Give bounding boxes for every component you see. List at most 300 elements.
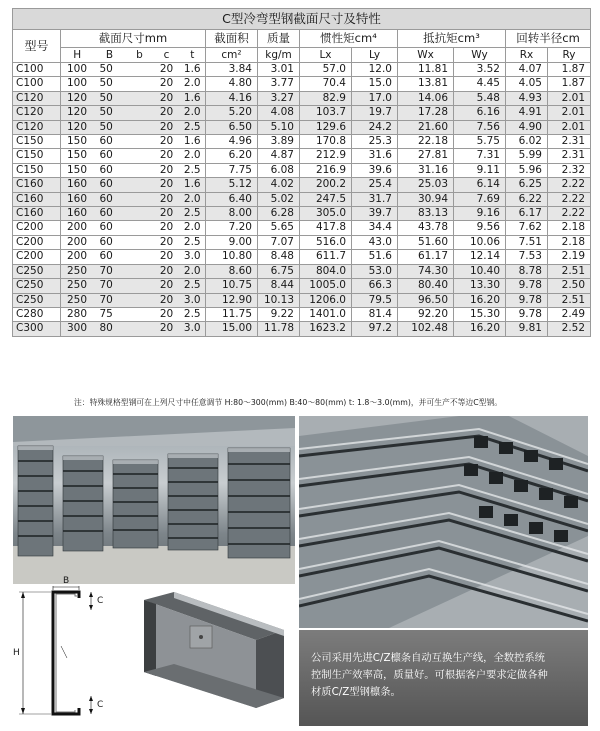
- header-area: 截面积: [206, 30, 258, 48]
- cell-model: C160: [13, 178, 61, 192]
- cell-c: 20: [154, 307, 180, 321]
- cell-rx: 4.05: [506, 77, 548, 91]
- cell-area: 11.75: [206, 307, 258, 321]
- table-row: [13, 307, 591, 321]
- cell-area: 7.20: [206, 221, 258, 235]
- cell-wy: 7.69: [454, 192, 506, 206]
- cell-model: C150: [13, 149, 61, 163]
- cell-lx: 516.0: [300, 235, 352, 249]
- cell-lx: 305.0: [300, 207, 352, 221]
- cell-area: 12.90: [206, 293, 258, 307]
- table-note: 注：特殊规格型钢可在上列尺寸中任意调节 H:80～300(mm) B:40～80(mm) t: 1.8～3.0(mm)，并可生产不等边C型钢。: [74, 398, 503, 407]
- cell-area: 4.16: [206, 91, 258, 105]
- table-row: [13, 279, 591, 293]
- cell-wx: 102.48: [398, 322, 454, 336]
- cell-wy: 4.45: [454, 77, 506, 91]
- cell-c: 20: [154, 235, 180, 249]
- cell-wx: 30.94: [398, 192, 454, 206]
- cell-b: 70: [94, 264, 126, 278]
- cell-b: 60: [94, 192, 126, 206]
- cell-ry: 2.32: [548, 163, 591, 177]
- cell-ry: 2.31: [548, 149, 591, 163]
- cell-rx: 7.62: [506, 221, 548, 235]
- cell-model: C300: [13, 322, 61, 336]
- cell-mass: 6.08: [258, 163, 300, 177]
- cell-h: 100: [61, 77, 94, 91]
- cell-model: C150: [13, 135, 61, 149]
- cell-model: C250: [13, 279, 61, 293]
- cell-bb: [126, 135, 154, 149]
- header-resist: 抵抗矩cm³: [398, 30, 506, 48]
- cell-ly: 97.2: [352, 322, 398, 336]
- cell-area: 8.00: [206, 207, 258, 221]
- cell-lx: 611.7: [300, 250, 352, 264]
- cell-lx: 82.9: [300, 91, 352, 105]
- cell-mass: 8.44: [258, 279, 300, 293]
- cell-lx: 129.6: [300, 120, 352, 134]
- cell-bb: [126, 77, 154, 91]
- cell-model: C200: [13, 221, 61, 235]
- info-line-2: 控制生产效率高，质量好。可根据客户要求定做各种: [311, 669, 548, 681]
- cell-ry: 2.01: [548, 91, 591, 105]
- cell-t: 1.6: [180, 135, 206, 149]
- cell-b: 50: [94, 77, 126, 91]
- cell-wx: 43.78: [398, 221, 454, 235]
- cell-mass: 8.48: [258, 250, 300, 264]
- cell-area: 15.00: [206, 322, 258, 336]
- cell-ly: 31.7: [352, 192, 398, 206]
- cell-b: 50: [94, 120, 126, 134]
- cell-ly: 43.0: [352, 235, 398, 249]
- cell-rx: 9.78: [506, 293, 548, 307]
- table-row: [13, 264, 591, 278]
- cell-wy: 6.14: [454, 178, 506, 192]
- cell-h: 150: [61, 163, 94, 177]
- cell-area: 10.75: [206, 279, 258, 293]
- cell-ly: 39.7: [352, 207, 398, 221]
- cell-b: 60: [94, 207, 126, 221]
- cell-c: 20: [154, 250, 180, 264]
- table-row: [13, 221, 591, 235]
- table-row: [13, 178, 591, 192]
- cell-wx: 31.16: [398, 163, 454, 177]
- cell-area: 5.12: [206, 178, 258, 192]
- cell-ly: 79.5: [352, 293, 398, 307]
- cell-wy: 16.20: [454, 293, 506, 307]
- cell-b: 60: [94, 163, 126, 177]
- cell-area: 4.80: [206, 77, 258, 91]
- spec-table-body: [13, 63, 591, 337]
- info-line-1: 公司采用先进C/Z檩条自动互换生产线，全数控系统: [311, 652, 545, 664]
- cell-h: 200: [61, 235, 94, 249]
- cell-wy: 9.11: [454, 163, 506, 177]
- cell-c: 20: [154, 77, 180, 91]
- cell-lx: 103.7: [300, 106, 352, 120]
- cell-mass: 3.27: [258, 91, 300, 105]
- cell-b: 70: [94, 279, 126, 293]
- cell-lx: 1206.0: [300, 293, 352, 307]
- cell-c: 20: [154, 293, 180, 307]
- cell-area: 6.20: [206, 149, 258, 163]
- cell-lx: 57.0: [300, 63, 352, 77]
- cell-wx: 22.18: [398, 135, 454, 149]
- subheader-wx: Wx: [398, 48, 454, 63]
- cell-area: 7.75: [206, 163, 258, 177]
- cell-c: 20: [154, 322, 180, 336]
- cell-ly: 53.0: [352, 264, 398, 278]
- cell-c: 20: [154, 135, 180, 149]
- cell-ly: 66.3: [352, 279, 398, 293]
- cell-area: 9.00: [206, 235, 258, 249]
- cell-area: 6.50: [206, 120, 258, 134]
- cell-wy: 5.75: [454, 135, 506, 149]
- subheader-b: B: [94, 48, 126, 63]
- cell-ry: 2.18: [548, 221, 591, 235]
- cell-bb: [126, 264, 154, 278]
- cell-model: C100: [13, 77, 61, 91]
- cell-rx: 4.90: [506, 120, 548, 134]
- cell-lx: 170.8: [300, 135, 352, 149]
- cell-model: C250: [13, 264, 61, 278]
- cell-wy: 9.16: [454, 207, 506, 221]
- cell-bb: [126, 307, 154, 321]
- cell-c: 20: [154, 178, 180, 192]
- cell-t: 3.0: [180, 293, 206, 307]
- table-row: [13, 77, 591, 91]
- cell-ly: 31.6: [352, 149, 398, 163]
- cell-b: 60: [94, 250, 126, 264]
- purlin-stack-photo: [299, 416, 588, 628]
- cell-ry: 1.87: [548, 77, 591, 91]
- cell-h: 120: [61, 91, 94, 105]
- cell-mass: 6.75: [258, 264, 300, 278]
- cell-bb: [126, 120, 154, 134]
- cell-ry: 2.51: [548, 264, 591, 278]
- cell-rx: 6.17: [506, 207, 548, 221]
- cell-rx: 7.51: [506, 235, 548, 249]
- cell-t: 3.0: [180, 250, 206, 264]
- subheader-t: t: [180, 48, 206, 63]
- cell-wx: 25.03: [398, 178, 454, 192]
- cell-h: 120: [61, 120, 94, 134]
- cell-model: C250: [13, 293, 61, 307]
- cell-ry: 2.01: [548, 120, 591, 134]
- cell-model: C150: [13, 163, 61, 177]
- cell-t: 1.6: [180, 178, 206, 192]
- table-row: [13, 207, 591, 221]
- cell-mass: 10.13: [258, 293, 300, 307]
- table-row: [13, 91, 591, 105]
- cell-h: 280: [61, 307, 94, 321]
- diagram-label-c-bottom: C: [97, 700, 104, 710]
- cell-rx: 7.53: [506, 250, 548, 264]
- cell-rx: 6.25: [506, 178, 548, 192]
- cell-t: 2.0: [180, 106, 206, 120]
- cell-bb: [126, 221, 154, 235]
- cell-ly: 25.3: [352, 135, 398, 149]
- cell-b: 60: [94, 221, 126, 235]
- cell-h: 250: [61, 264, 94, 278]
- cell-t: 2.0: [180, 149, 206, 163]
- cell-t: 2.0: [180, 192, 206, 206]
- cell-area: 3.84: [206, 63, 258, 77]
- cell-ly: 17.0: [352, 91, 398, 105]
- cell-lx: 216.9: [300, 163, 352, 177]
- table-row: [13, 235, 591, 249]
- cell-wy: 6.16: [454, 106, 506, 120]
- cell-bb: [126, 207, 154, 221]
- cell-h: 120: [61, 106, 94, 120]
- cell-rx: 6.02: [506, 135, 548, 149]
- cell-t: 1.6: [180, 63, 206, 77]
- cell-rx: 6.22: [506, 192, 548, 206]
- table-row: [13, 163, 591, 177]
- cell-lx: 70.4: [300, 77, 352, 91]
- cell-b: 75: [94, 307, 126, 321]
- cell-wy: 10.06: [454, 235, 506, 249]
- cell-bb: [126, 322, 154, 336]
- cell-ly: 25.4: [352, 178, 398, 192]
- cell-ry: 2.49: [548, 307, 591, 321]
- cell-t: 1.6: [180, 91, 206, 105]
- cell-area: 8.60: [206, 264, 258, 278]
- cell-wx: 92.20: [398, 307, 454, 321]
- cell-mass: 7.07: [258, 235, 300, 249]
- cell-h: 250: [61, 279, 94, 293]
- cell-c: 20: [154, 221, 180, 235]
- cell-t: 2.0: [180, 77, 206, 91]
- cell-rx: 9.78: [506, 307, 548, 321]
- cell-model: C160: [13, 207, 61, 221]
- subheader-area-unit: cm²: [206, 48, 258, 63]
- cell-mass: 4.08: [258, 106, 300, 120]
- cell-model: C100: [13, 63, 61, 77]
- cell-model: C120: [13, 120, 61, 134]
- cell-wy: 7.56: [454, 120, 506, 134]
- cell-ly: 34.4: [352, 221, 398, 235]
- cell-t: 2.5: [180, 207, 206, 221]
- cell-mass: 9.22: [258, 307, 300, 321]
- cell-t: 2.5: [180, 120, 206, 134]
- c-purlin-render: [134, 590, 298, 724]
- subheader-mass-unit: kg/m: [258, 48, 300, 63]
- cell-bb: [126, 279, 154, 293]
- cell-wy: 7.31: [454, 149, 506, 163]
- cell-wy: 3.52: [454, 63, 506, 77]
- header-model: 型号: [13, 30, 61, 63]
- cell-lx: 212.9: [300, 149, 352, 163]
- table-row: [13, 106, 591, 120]
- cell-bb: [126, 63, 154, 77]
- table-row: [13, 293, 591, 307]
- cell-h: 150: [61, 135, 94, 149]
- cell-c: 20: [154, 63, 180, 77]
- table-row: [13, 322, 591, 336]
- cell-lx: 1005.0: [300, 279, 352, 293]
- cell-b: 50: [94, 63, 126, 77]
- cell-wx: 17.28: [398, 106, 454, 120]
- cell-ry: 2.52: [548, 322, 591, 336]
- cell-ly: 19.7: [352, 106, 398, 120]
- cell-ry: 2.22: [548, 207, 591, 221]
- header-radius: 回转半径cm: [506, 30, 591, 48]
- table-row: [13, 149, 591, 163]
- cell-area: 4.96: [206, 135, 258, 149]
- cell-h: 160: [61, 178, 94, 192]
- cell-mass: 4.02: [258, 178, 300, 192]
- cell-b: 50: [94, 91, 126, 105]
- cell-wy: 10.40: [454, 264, 506, 278]
- table-title: C型冷弯型钢截面尺寸及特性: [13, 9, 591, 30]
- cell-h: 200: [61, 221, 94, 235]
- cell-c: 20: [154, 120, 180, 134]
- cell-h: 200: [61, 250, 94, 264]
- cell-bb: [126, 178, 154, 192]
- cell-ly: 24.2: [352, 120, 398, 134]
- cell-t: 2.5: [180, 279, 206, 293]
- table-row: [13, 135, 591, 149]
- cell-h: 250: [61, 293, 94, 307]
- warehouse-photo-left: [13, 416, 295, 584]
- cell-rx: 9.78: [506, 279, 548, 293]
- subheader-bb: b: [126, 48, 154, 63]
- cell-rx: 5.99: [506, 149, 548, 163]
- cell-bb: [126, 106, 154, 120]
- subheader-c: c: [154, 48, 180, 63]
- cell-ry: 2.18: [548, 235, 591, 249]
- cell-t: 2.0: [180, 264, 206, 278]
- cell-wx: 51.60: [398, 235, 454, 249]
- cell-mass: 5.02: [258, 192, 300, 206]
- cell-t: 2.5: [180, 307, 206, 321]
- cell-c: 20: [154, 192, 180, 206]
- cell-bb: [126, 149, 154, 163]
- cell-wx: 21.60: [398, 120, 454, 134]
- cell-c: 20: [154, 149, 180, 163]
- cell-wy: 9.56: [454, 221, 506, 235]
- cell-ry: 2.01: [548, 106, 591, 120]
- diagram-label-b: B: [63, 576, 70, 586]
- cell-b: 60: [94, 178, 126, 192]
- company-info-box: [299, 630, 588, 726]
- cell-mass: 3.77: [258, 77, 300, 91]
- cell-mass: 3.89: [258, 135, 300, 149]
- cell-h: 160: [61, 207, 94, 221]
- cell-c: 20: [154, 163, 180, 177]
- cell-mass: 5.65: [258, 221, 300, 235]
- cell-bb: [126, 293, 154, 307]
- cell-c: 20: [154, 106, 180, 120]
- cell-area: 6.40: [206, 192, 258, 206]
- cell-ly: 81.4: [352, 307, 398, 321]
- cell-ry: 2.22: [548, 192, 591, 206]
- subheader-wy: Wy: [454, 48, 506, 63]
- info-line-3: 材质C/Z型钢檩条。: [311, 686, 401, 698]
- cell-mass: 6.28: [258, 207, 300, 221]
- cell-t: 2.5: [180, 235, 206, 249]
- diagram-label-c-top: C: [97, 596, 104, 606]
- cell-model: C200: [13, 250, 61, 264]
- cell-ry: 2.19: [548, 250, 591, 264]
- cell-wx: 83.13: [398, 207, 454, 221]
- cell-rx: 4.07: [506, 63, 548, 77]
- table-row: [13, 192, 591, 206]
- cell-ry: 2.31: [548, 135, 591, 149]
- cell-mass: 5.10: [258, 120, 300, 134]
- cell-h: 100: [61, 63, 94, 77]
- cell-b: 60: [94, 235, 126, 249]
- cell-wx: 11.81: [398, 63, 454, 77]
- cell-bb: [126, 250, 154, 264]
- cell-mass: 3.01: [258, 63, 300, 77]
- cell-bb: [126, 91, 154, 105]
- header-mass: 质量: [258, 30, 300, 48]
- cell-c: 20: [154, 279, 180, 293]
- cell-rx: 4.93: [506, 91, 548, 105]
- cell-b: 80: [94, 322, 126, 336]
- cell-model: C120: [13, 91, 61, 105]
- cell-c: 20: [154, 207, 180, 221]
- cell-ry: 2.22: [548, 178, 591, 192]
- cell-mass: 11.78: [258, 322, 300, 336]
- cell-model: C280: [13, 307, 61, 321]
- cell-ly: 15.0: [352, 77, 398, 91]
- cell-ly: 51.6: [352, 250, 398, 264]
- cell-h: 150: [61, 149, 94, 163]
- cell-wx: 80.40: [398, 279, 454, 293]
- cell-model: C200: [13, 235, 61, 249]
- cell-wy: 5.48: [454, 91, 506, 105]
- cell-b: 50: [94, 106, 126, 120]
- cell-b: 60: [94, 135, 126, 149]
- diagram-label-h: H: [13, 648, 20, 658]
- cell-c: 20: [154, 264, 180, 278]
- cell-rx: 9.81: [506, 322, 548, 336]
- cell-lx: 1623.2: [300, 322, 352, 336]
- cell-wy: 16.20: [454, 322, 506, 336]
- cell-rx: 4.91: [506, 106, 548, 120]
- cell-h: 300: [61, 322, 94, 336]
- cell-c: 20: [154, 91, 180, 105]
- subheader-h: H: [61, 48, 94, 63]
- cell-lx: 200.2: [300, 178, 352, 192]
- subheader-lx: Lx: [300, 48, 352, 63]
- cell-bb: [126, 163, 154, 177]
- header-inertia: 惯性矩cm⁴: [300, 30, 398, 48]
- c-section-diagram: [13, 576, 133, 726]
- cell-h: 160: [61, 192, 94, 206]
- cell-wy: 13.30: [454, 279, 506, 293]
- subheader-ry: Ry: [548, 48, 591, 63]
- cell-wy: 15.30: [454, 307, 506, 321]
- cell-rx: 8.78: [506, 264, 548, 278]
- cell-lx: 1401.0: [300, 307, 352, 321]
- cell-bb: [126, 192, 154, 206]
- cell-bb: [126, 235, 154, 249]
- cell-wy: 12.14: [454, 250, 506, 264]
- cell-wx: 14.06: [398, 91, 454, 105]
- cell-wx: 74.30: [398, 264, 454, 278]
- cell-t: 3.0: [180, 322, 206, 336]
- cell-ry: 2.51: [548, 293, 591, 307]
- cell-wx: 61.17: [398, 250, 454, 264]
- cell-ry: 1.87: [548, 63, 591, 77]
- cell-rx: 5.96: [506, 163, 548, 177]
- cell-wx: 96.50: [398, 293, 454, 307]
- cell-lx: 417.8: [300, 221, 352, 235]
- cell-mass: 4.87: [258, 149, 300, 163]
- subheader-ly: Ly: [352, 48, 398, 63]
